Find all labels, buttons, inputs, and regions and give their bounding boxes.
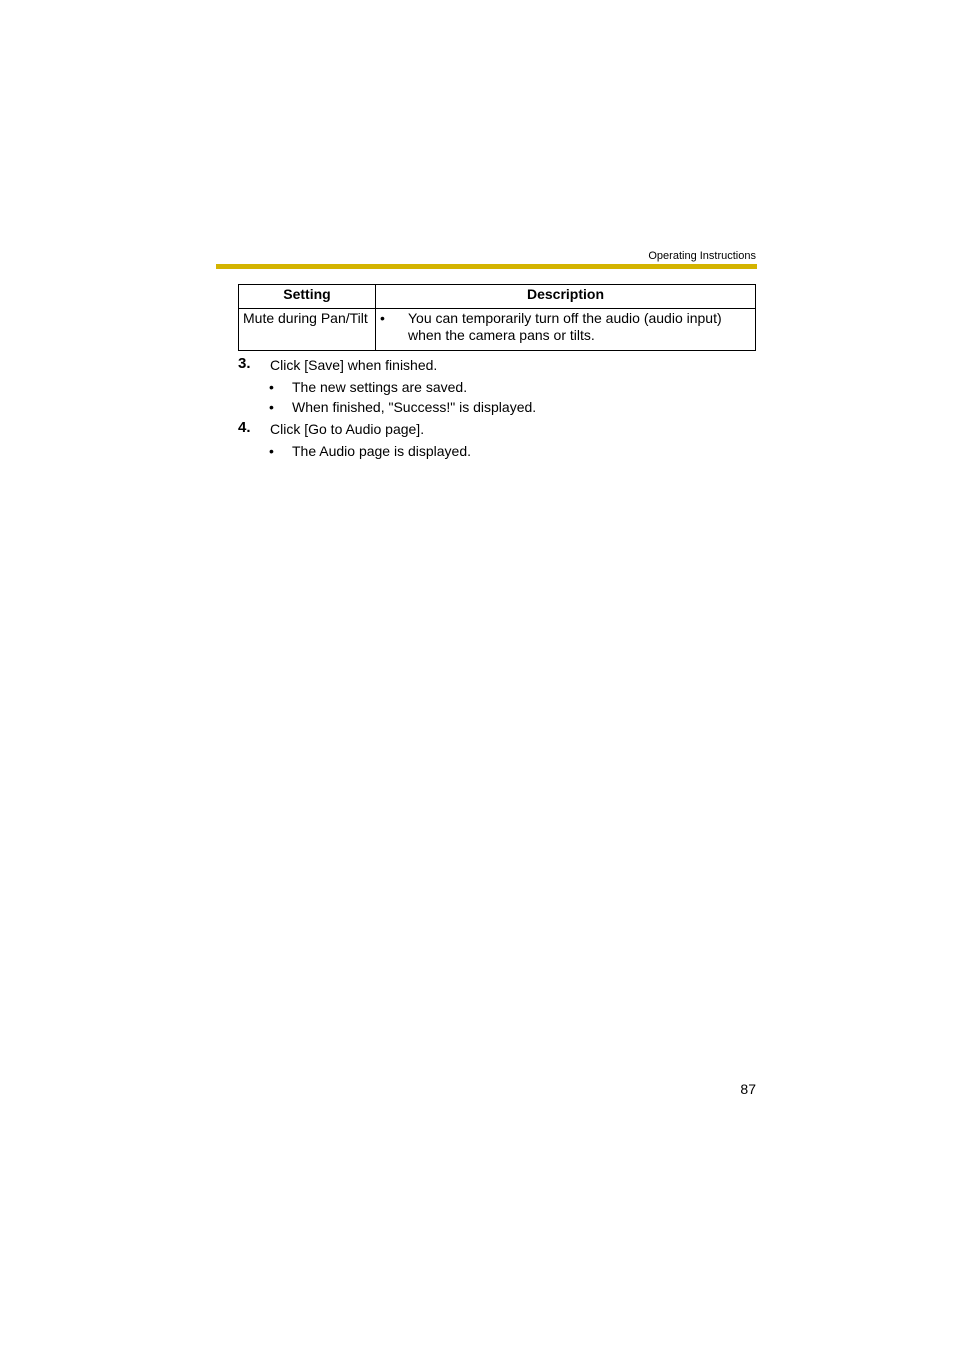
column-header-setting: Setting (239, 285, 376, 309)
description-bullet (380, 310, 751, 344)
bullet-mark: • (269, 379, 274, 395)
column-header-description: Description (376, 285, 756, 309)
description-cell (376, 309, 756, 351)
running-header: Operating Instructions (648, 250, 756, 262)
step-number: 4. (238, 419, 251, 436)
table-row (239, 309, 756, 351)
header-rule (216, 264, 757, 269)
table-header-row (239, 285, 756, 309)
description-text: You can temporarily turn off the audio (audio input) when the camera pans or tilts. (408, 310, 722, 343)
bullet-mark: • (380, 310, 385, 326)
bullet-text: When finished, "Success!" is displayed. (292, 399, 537, 415)
setting-cell: Mute during Pan/Tilt (239, 309, 376, 351)
bullet-text: The Audio page is displayed. (292, 443, 472, 459)
step-text: Click [Save] when finished. (270, 357, 438, 373)
bullet-text: The new settings are saved. (292, 379, 468, 395)
bullet-mark: • (269, 399, 274, 415)
page-number: 87 (740, 1081, 756, 1097)
settings-table (238, 284, 756, 351)
step-number: 3. (238, 355, 251, 372)
step-text: Click [Go to Audio page]. (270, 421, 425, 437)
bullet-mark: • (269, 443, 274, 459)
